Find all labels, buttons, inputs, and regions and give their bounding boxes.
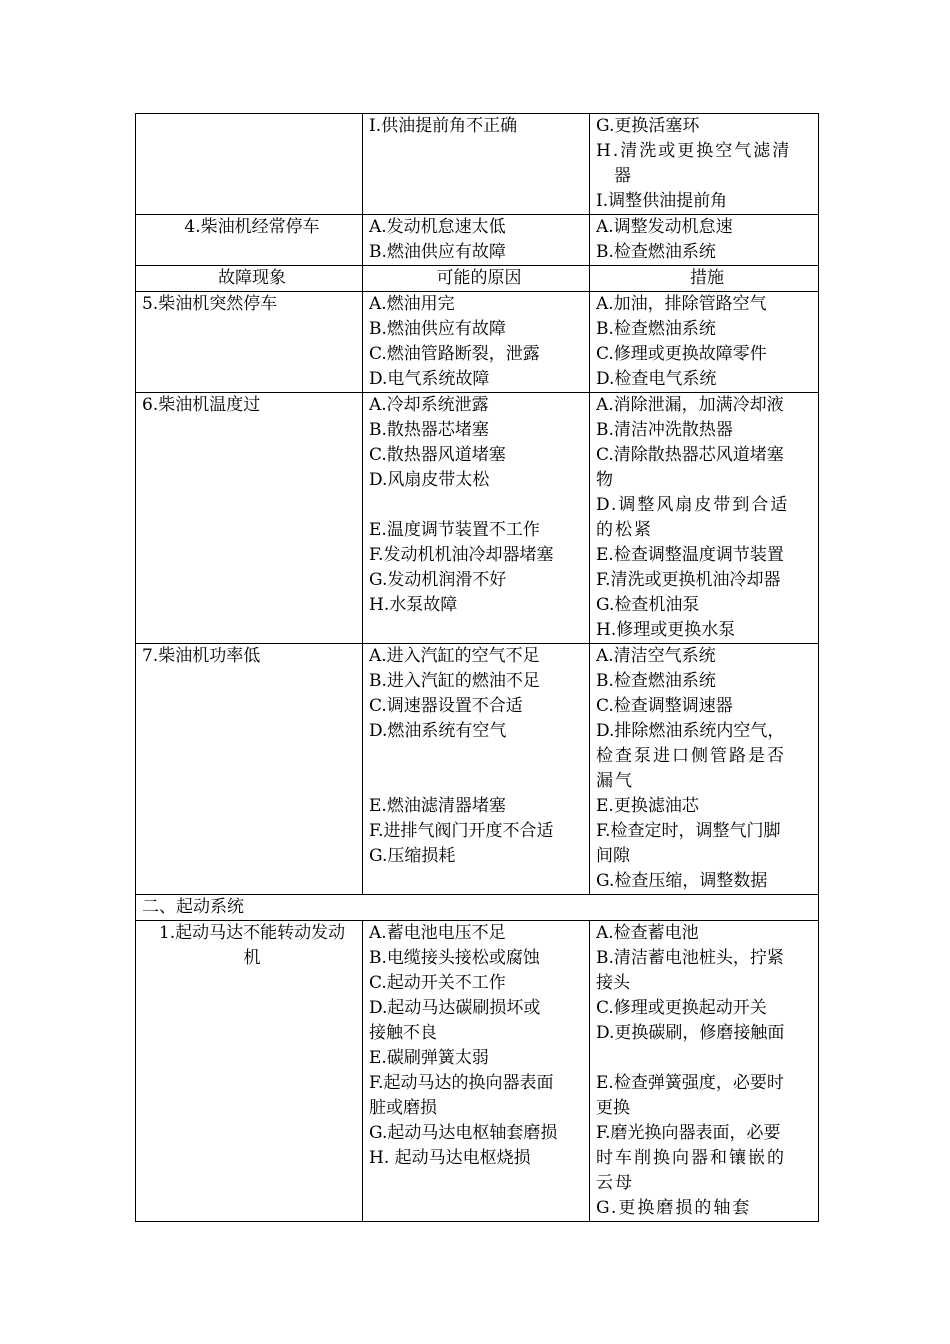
measure-line: 间隙 [596, 846, 630, 866]
cause-line: 脏或磨损 [369, 1098, 437, 1118]
measure-line: G.更换活塞环 [596, 116, 700, 136]
cause-line: E.温度调节装置不工作 [369, 520, 540, 540]
measure-line: B.检查燃油系统 [596, 671, 716, 691]
table-row [136, 292, 819, 393]
cause-line: C.燃油管路断裂，泄露 [369, 344, 540, 364]
cause-line [369, 769, 589, 794]
measure-line: E.检查弹簧强度，必要时 [596, 1073, 784, 1093]
measure-line: B.清洁冲洗散热器 [596, 420, 733, 440]
measure-line: E.检查调整温度调节装置 [596, 545, 784, 565]
fault-cell [136, 393, 363, 644]
measure-line: B.检查燃油系统 [596, 319, 716, 339]
measure-line: D.排除燃油系统内空气， [596, 721, 785, 741]
measure-line: G.更换磨损的轴套 [596, 1198, 752, 1218]
cause-line: D.起动马达碳刷损坏或 [369, 998, 541, 1018]
cause-line: H. 起动马达电枢烧损 [369, 1148, 531, 1168]
section-row [136, 895, 819, 921]
measure-line: I.调整供油提前角 [596, 191, 728, 211]
cause-line: A.发动机怠速太低 [369, 217, 506, 237]
measure-line: 物 [596, 470, 613, 490]
cause-cell [363, 114, 590, 215]
table-row [136, 114, 819, 215]
measure-line: 接头 [596, 973, 630, 993]
fault-line: 机 [243, 948, 261, 968]
measure-line: A.加油，排除管路空气 [596, 294, 767, 314]
cause-line: A.进入汽缸的空气不足 [369, 646, 540, 666]
measure-line: F.磨光换向器表面，必要 [596, 1123, 781, 1143]
cause-line: D.电气系统故障 [369, 369, 490, 389]
cause-line: D.燃油系统有空气 [369, 721, 507, 741]
measure-line [596, 1046, 818, 1071]
cause-line: F.起动马达的换向器表面 [369, 1073, 554, 1093]
cause-line: G.压缩损耗 [369, 846, 456, 866]
cause-line: A.燃油用完 [369, 294, 455, 314]
measure-line: 器 [614, 166, 633, 186]
measure-line: A.检查蓄电池 [596, 923, 699, 943]
cause-line: B.燃油供应有故障 [369, 319, 506, 339]
measure-line: C.清除散热器芯风道堵塞 [596, 445, 784, 465]
measure-line: G.检查压缩，调整数据 [596, 871, 768, 891]
measure-cell [590, 292, 819, 393]
column-header: 故障现象 [136, 266, 363, 292]
cause-line: F.进排气阀门开度不合适 [369, 821, 554, 841]
measure-line: D.检查电气系统 [596, 369, 717, 389]
measure-cell [590, 393, 819, 644]
measure-line: A.消除泄漏，加满冷却液 [596, 395, 784, 415]
fault-cell [136, 644, 363, 895]
cause-cell [363, 921, 590, 1222]
cause-line: B.散热器芯堵塞 [369, 420, 489, 440]
measure-cell [590, 644, 819, 895]
cause-line: D.风扇皮带太松 [369, 470, 490, 490]
measure-cell [590, 215, 819, 266]
fault-cell [136, 292, 363, 393]
table-row [136, 215, 819, 266]
measure-line: B.清洁蓄电池桩头，拧紧 [596, 948, 784, 968]
cause-cell [363, 644, 590, 895]
measure-line: D.更换碳刷，修磨接触面 [596, 1023, 785, 1043]
cause-line [369, 493, 589, 518]
fault-table [135, 113, 819, 1222]
column-header: 可能的原因 [363, 266, 590, 292]
section-title: 二、起动系统 [136, 895, 819, 921]
fault-line: 1.起动马达不能转动发动 [158, 923, 346, 943]
header-row [136, 266, 819, 292]
cause-line [369, 744, 589, 769]
fault-cell [136, 114, 363, 215]
measure-line: F.检查定时，调整气门脚 [596, 821, 781, 841]
measure-line: C.检查调整调速器 [596, 696, 733, 716]
cause-line: G.发动机润滑不好 [369, 570, 507, 590]
cause-line: B.燃油供应有故障 [369, 242, 506, 262]
table-row [136, 921, 819, 1222]
cause-line: C.散热器风道堵塞 [369, 445, 506, 465]
measure-line: E.更换滤油芯 [596, 796, 699, 816]
cause-line: I.供油提前角不正确 [369, 116, 518, 136]
fault-cell [136, 215, 363, 266]
table-row [136, 644, 819, 895]
column-header: 措施 [590, 266, 819, 292]
cause-line: A.蓄电池电压不足 [369, 923, 506, 943]
measure-line: C.修理或更换故障零件 [596, 344, 767, 364]
cause-line: A.冷却系统泄露 [369, 395, 489, 415]
fault-line: 6.柴油机温度过 [142, 395, 261, 415]
measure-line: 漏气 [596, 771, 634, 791]
cause-line: F.发动机机油冷却器堵塞 [369, 545, 554, 565]
measure-line: H.修理或更换水泵 [596, 620, 736, 640]
measure-line: 时车削换向器和镶嵌的 [596, 1148, 786, 1168]
measure-line: H.清洗或更换空气滤清 [596, 141, 792, 161]
measure-line: 更换 [596, 1098, 630, 1118]
measure-line: 云母 [596, 1173, 634, 1193]
fault-table-body [136, 114, 819, 1222]
measure-cell [590, 114, 819, 215]
measure-line: A.清洁空气系统 [596, 646, 716, 666]
cause-line: C.起动开关不工作 [369, 973, 506, 993]
measure-line: C.修理或更换起动开关 [596, 998, 767, 1018]
measure-line: G.检查机油泵 [596, 595, 700, 615]
cause-line: G.起动马达电枢轴套磨损 [369, 1123, 558, 1143]
cause-line: C.调速器设置不合适 [369, 696, 523, 716]
cause-line: H.水泵故障 [369, 595, 458, 615]
fault-line [142, 114, 362, 139]
measure-line: D.调整风扇皮带到合适 [596, 495, 790, 515]
measure-cell [590, 921, 819, 1222]
measure-line: A.调整发动机怠速 [596, 217, 733, 237]
cause-cell [363, 393, 590, 644]
fault-cell [136, 921, 363, 1222]
fault-line: 7.柴油机功率低 [142, 646, 261, 666]
cause-cell [363, 292, 590, 393]
cause-line: E.燃油滤清器堵塞 [369, 796, 506, 816]
cause-line: 接触不良 [369, 1023, 437, 1043]
measure-line: B.检查燃油系统 [596, 242, 716, 262]
cause-line: B.电缆接头接松或腐蚀 [369, 948, 540, 968]
measure-line: 的松紧 [596, 520, 653, 540]
fault-line: 4.柴油机经常停车 [184, 217, 320, 237]
cause-cell [363, 215, 590, 266]
measure-line: F.清洗或更换机油冷却器 [596, 570, 781, 590]
table-row [136, 393, 819, 644]
cause-line: E.碳刷弹簧太弱 [369, 1048, 489, 1068]
fault-line: 5.柴油机突然停车 [142, 294, 278, 314]
measure-line: 检查泵进口侧管路是否 [596, 746, 786, 766]
cause-line: B.进入汽缸的燃油不足 [369, 671, 540, 691]
